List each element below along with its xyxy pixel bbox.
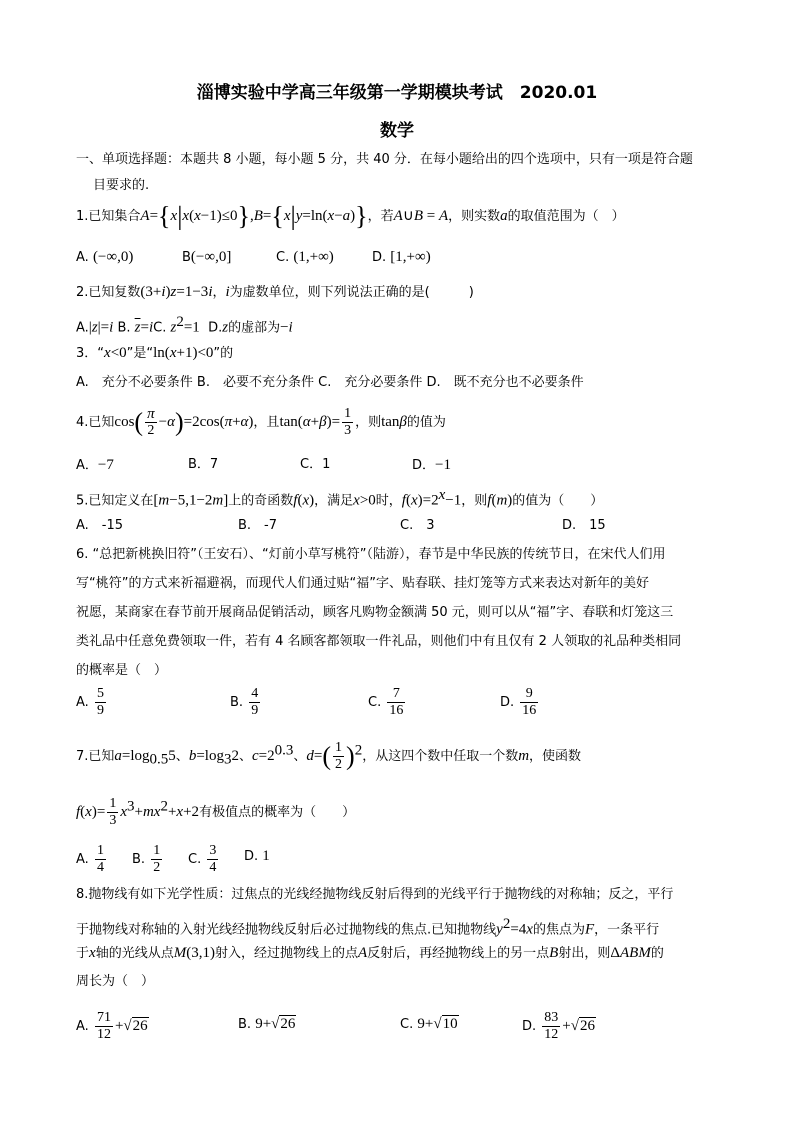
question-1-option-a: A. (−∞,0) xyxy=(76,249,134,265)
question-8-option-b: B. 9+√26 xyxy=(238,1016,296,1032)
question-1-option-d: D. [1,+∞) xyxy=(372,249,431,265)
question-3-options: A. 充分不必要条件 B. 必要不充分条件 C. 充分必要条件 D. 既不充分也不必要条件 xyxy=(76,375,584,390)
question-4-option-b: B．7 xyxy=(188,457,219,472)
section-heading-line1: 一、单项选择题：本题共 8 小题，每小题 5 分，共 40 分．在每小题给出的四个选项中，只有一项是符合题 xyxy=(76,152,693,167)
section-heading-line2: 目要求的. xyxy=(93,178,150,193)
subject-title: 数学 xyxy=(380,121,414,141)
question-1-stem: 1.已知集合A={x|x(x−1)≤0},B={x|y=ln(x−a)}，若A∪B = A，则实数a的取值范围为（ ） xyxy=(76,201,625,231)
question-2-stem: 2.已知复数(3+i)z=1−3i，i为虚数单位，则下列说法正确的是( ) xyxy=(76,284,474,300)
question-7-option-b: B. $\frac{1}{2}$ xyxy=(132,843,161,875)
question-7-option-c: C. $\frac{3}{4}$ xyxy=(188,843,217,875)
question-8-option-d: D. $\frac{83}{12}$ +√26 xyxy=(522,1010,595,1042)
question-6-option-a: A. $\frac{5}{9}$ xyxy=(76,686,104,718)
question-3-stem: 3．“x<0”是“ln(x+1)<0”的 xyxy=(76,345,234,361)
question-7-function: f(x)= $\frac{1}{3}$ $x^3+mx^2+x+2$有极值点的概率为（ ） xyxy=(76,796,356,828)
question-5-option-a: A. -15 xyxy=(76,518,124,533)
question-5-stem: 5.已知定义在[m−5,1−2m]上的奇函数f(x)，满足x>0时，$f(x)=2^x-1$，则f(m)的值为（ ） xyxy=(76,487,604,509)
question-5-option-d: D. 15 xyxy=(562,518,606,533)
question-6-line1: 6. “总把新桃换旧符”（王安石）、“灯前小草写桃符”（陆游），春节是中华民族的传统节日，在宋代人们用 xyxy=(76,547,666,562)
question-2-options: A.|z|=i B. $\overline{z}=iC$. $z^2=1$ D.z的虚部为−i xyxy=(76,314,293,336)
question-4-option-d: D．−1 xyxy=(412,457,451,473)
question-7-option-a: A. $\frac{1}{4}$ xyxy=(76,843,104,875)
question-7-stem: 7.已知$a=\log_{0.5}5$、$b=\log_32$、$c=2^{0.3}$、d=( $\frac{1}{2}$ )$^2$，从这四个数中任取一个数m，使函数 xyxy=(76,740,582,772)
question-4-option-c: C．1 xyxy=(300,457,331,472)
question-4-option-a: A．−7 xyxy=(76,457,114,473)
question-6-line5: 的概率是（ ） xyxy=(76,663,168,678)
exam-title: 淄博实验中学高三年级第一学期模块考试 2020.01 xyxy=(196,83,598,103)
question-6-option-c: C. $\frac{7}{16}$ xyxy=(368,686,404,718)
question-6-line3: 祝愿，某商家在春节前开展商品促销活动，顾客凡购物金额满 50 元，则可以从“福”字、春联和灯笼这三 xyxy=(76,605,674,620)
question-6-option-d: D. $\frac{9}{16}$ xyxy=(500,686,537,718)
question-6-option-b: B. $\frac{4}{9}$ xyxy=(230,686,259,718)
question-6-line4: 类礼品中任意免费领取一件，若有 4 名顾客都领取一件礼品，则他们中有且仅有 2 人领取的礼品种类相同 xyxy=(76,634,682,649)
question-7-option-d: D. 1 xyxy=(244,848,270,864)
question-8-line1: 8.抛物线有如下光学性质：过焦点的光线经抛物线反射后得到的光线平行于抛物线的对称轴；反之，平行 xyxy=(76,887,674,902)
question-1-option-c: C. (1,+∞) xyxy=(276,249,334,265)
question-5-option-c: C. 3 xyxy=(400,518,435,533)
question-6-line2: 写“桃符”的方式来祈福避祸，而现代人们通过贴“福”字、贴春联、挂灯笼等方式来表达对新年的美好 xyxy=(76,576,649,591)
question-8-line4: 周长为（ ） xyxy=(76,974,155,989)
question-4-stem: 4.已知cos( $\frac{\pi}{2}$ −α)=2cos(π+α)，且tan(α+β)= $\frac{1}{3}$ ，则tanβ的值为 xyxy=(76,406,446,438)
question-8-option-c: C. 9+√10 xyxy=(400,1016,458,1032)
question-1-option-b: B(−∞,0] xyxy=(182,249,232,265)
question-5-option-b: B. -7 xyxy=(238,518,278,533)
question-8-line2: 于抛物线对称轴的入射光线经抛物线反射后必过抛物线的焦点.已知抛物线$y^2=4x$的焦点为F，一条平行 xyxy=(76,916,660,938)
question-8-line3: 于x轴的光线从点M(3,1)射入，经过抛物线上的点A反射后，再经抛物线上的另一点B射出，则ΔABM的 xyxy=(76,945,664,961)
question-8-option-a: A. $\frac{71}{12}$ +√26 xyxy=(76,1010,148,1042)
